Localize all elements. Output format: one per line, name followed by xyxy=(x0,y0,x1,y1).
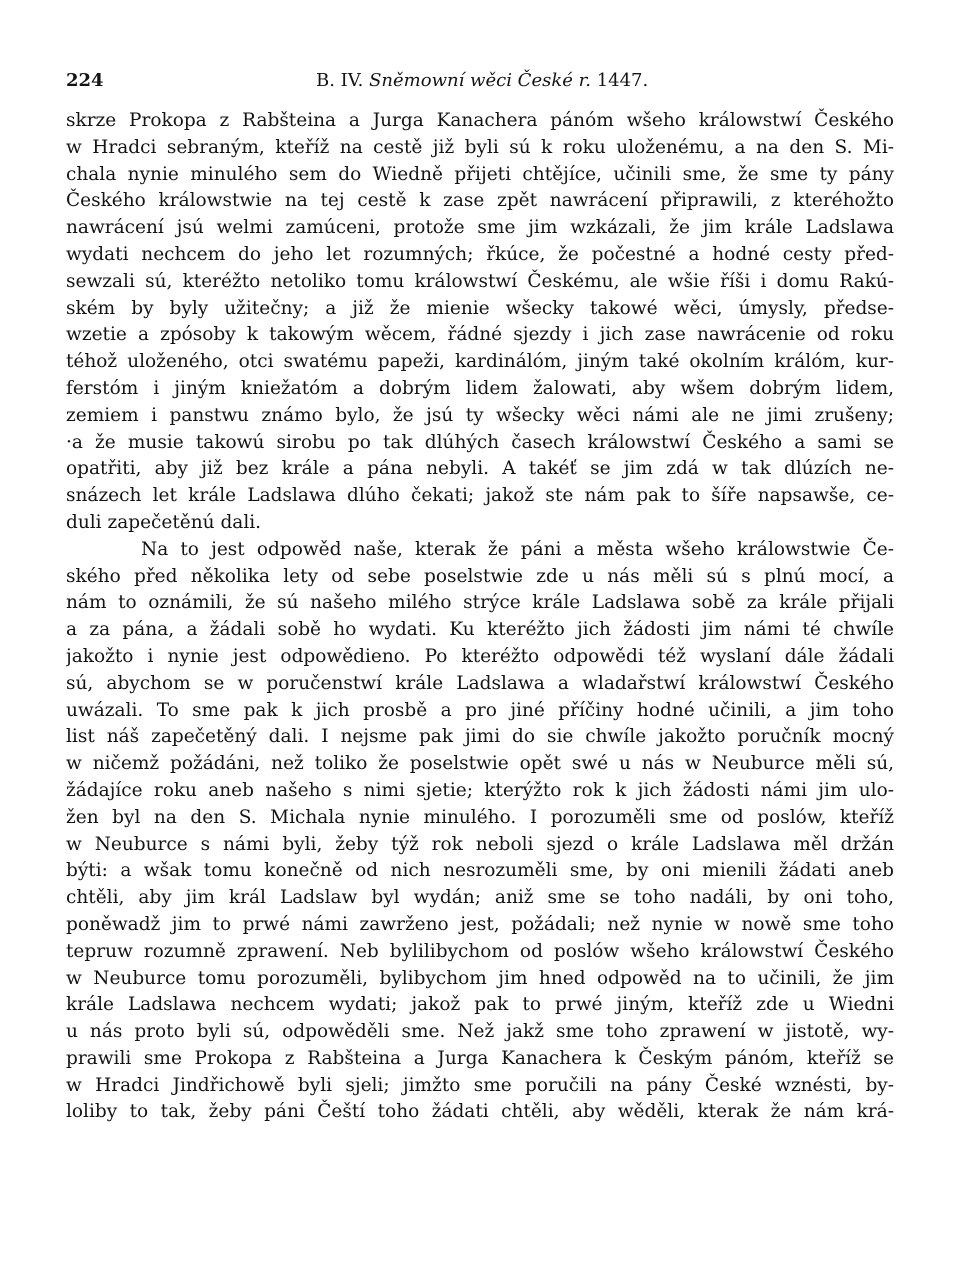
text-line: snázech let krále Ladslawa dlúho čekati; jakož ste nám pak to šíře napsawše, ce- xyxy=(66,485,894,507)
text-line: loliby to tak, žeby páni Čeští toho žádati chtěli, aby wěděli, kterak že nám krá- xyxy=(66,1101,894,1123)
text-line: jakožto i nynie jest odpowědieno. Po kteréžto odpowědi též wyslaní dále žádali xyxy=(66,645,894,667)
text-line: tepruw rozumně zprawení. Neb bylilibychom od poslów wšeho králowstwí Českého xyxy=(66,940,894,962)
text-line: sú, abychom se w poručenstwí krále Ladslawa a wladařstwí králowstwí Českého xyxy=(66,672,894,694)
text-line: prawili sme Prokopa z Rabšteina a Jurga Kanachera k Českým pánóm, kteříž se xyxy=(66,1047,894,1069)
text-line: duli zapečetěnú dali. xyxy=(66,511,262,533)
text-line: nám to oznámili, že sú našeho milého strýce krále Ladslawa sobě za krále přijali xyxy=(66,592,894,614)
body-text xyxy=(66,108,894,1126)
text-line: w Neuburce s námi byli, žeby týž rok neboli sjezd o krále Ladslawa měl držán xyxy=(66,833,894,855)
text-line: žen byl na den S. Michala nynie minulého. I porozuměli sme od poslów, kteříž xyxy=(66,806,894,828)
text-line: zemiem i panstwu známo bylo, že jsú ty wšecky wěci námi ale ne jimi zrušeny; xyxy=(66,404,894,426)
text-line: krále Ladslawa nechcem wydati; jakož pak to prwé jiným, kteříž zde u Wiedni xyxy=(66,994,894,1016)
text-line: téhož uloženého, otci swatému papeži, kardinálóm, jiným také okolním králóm, kur- xyxy=(66,351,894,373)
page-header xyxy=(66,70,894,94)
text-line: žádajíce roku aneb našeho s nimi sjetie; kterýžto rok k jich žádosti námi jim ulo- xyxy=(66,779,894,801)
text-line: u nás proto byli sú, odpowěděli sme. Než jakž sme toho zprawení w jistotě, wy- xyxy=(66,1021,894,1043)
running-head-prefix: B. IV. xyxy=(316,70,364,91)
text-line: chtěli, aby jim král Ladslaw byl wydán; aniž sme se toho nadáli, by oni toho, xyxy=(66,887,894,909)
text-line: chala nynie minulého sem do Wiedně přijeti chtějíce, učinili sme, že sme ty pány xyxy=(66,163,894,185)
text-line: w Neuburce tomu porozuměli, bylibychom jim hned odpowěd na to učinili, že jim xyxy=(66,967,894,989)
text-line: w Hradci sebraným, kteříž na cestě již byli sú k roku uloženému, a na den S. Mi- xyxy=(66,136,894,158)
text-line: nawrácení jsú welmi zamúceni, protože sme jim wzkázali, že jim krále Ladslawa xyxy=(66,217,894,239)
text-line: skrze Prokopa z Rabšteina a Jurga Kanachera pánóm wšeho králowstwí Českého xyxy=(66,110,894,131)
text-line: w ničemž požádáni, než toliko že poselstwie opět swé u nás w Neuburce měli sú, xyxy=(66,753,894,775)
text-line: ·a že musie takowú sirobu po tak dlúhých časech králowstwí Českého a sami se xyxy=(66,431,894,453)
text-line: býti: a wšak tomu konečně od nich nesrozuměli sme, by oni mienili žádati aneb xyxy=(66,860,894,882)
text-line: a za pána, a žádali sobě ho wydati. Ku kteréžto jich žádosti jim námi té chwíle xyxy=(66,619,894,641)
text-line: w Hradci Jindřichowě byli sjeli; jimžto sme poručili na pány České wznésti, by- xyxy=(66,1074,894,1096)
text-line: poněwadž jim to prwé námi zawrženo jest, požádali; než nynie w nowě sme toho xyxy=(66,913,894,935)
paragraph-start-line: Na to jest odpowěd naše, kterak že páni a města wšeho králowstwie Če- xyxy=(141,538,894,560)
text-line: opatřiti, aby již bez krále a pána nebyli. A takéť se jim zdá w tak dlúzích ne- xyxy=(66,458,894,480)
text-line: uwázali. To sme pak k jich prosbě a pro jiné příčiny hodné učinili, a jim toho xyxy=(66,699,894,721)
text-line: wydati nechcem do jeho let rozumných; řkúce, že počestné a hodné cesty před- xyxy=(66,243,894,265)
running-head-year: 1447. xyxy=(596,70,649,91)
running-head xyxy=(316,70,648,91)
text-line: Českého králowstwie na tej cestě k zase zpět nawrácení připrawili, z kteréhožto xyxy=(66,190,894,212)
text-line: ského před několika lety od sebe poselstwie zde u nás měli sú s plnú mocí, a xyxy=(66,565,894,587)
running-head-title: Sněmowní wěci České r. xyxy=(369,70,591,91)
text-line: wzetie a zpósoby k takowým wěcem, řádné sjezdy i jich zase nawrácenie od roku xyxy=(66,324,894,346)
text-line: sewzali sú, kteréžto netoliko tomu králowstwí Českému, ale wšie říši i domu Rakú- xyxy=(66,270,894,292)
page-number: 224 xyxy=(66,70,104,91)
text-line: list náš zapečetěný dali. I nejsme pak jimi do sie chwíle jakožto poručník mocný xyxy=(66,726,894,748)
text-line: ském by byly užitečny; a již že mienie wšecky takowé wěci, úmysly, předse- xyxy=(66,297,894,319)
text-line: ferstóm i jiným kniežatóm a dobrým lidem žalowati, aby wšem dobrým lidem, xyxy=(66,377,894,399)
